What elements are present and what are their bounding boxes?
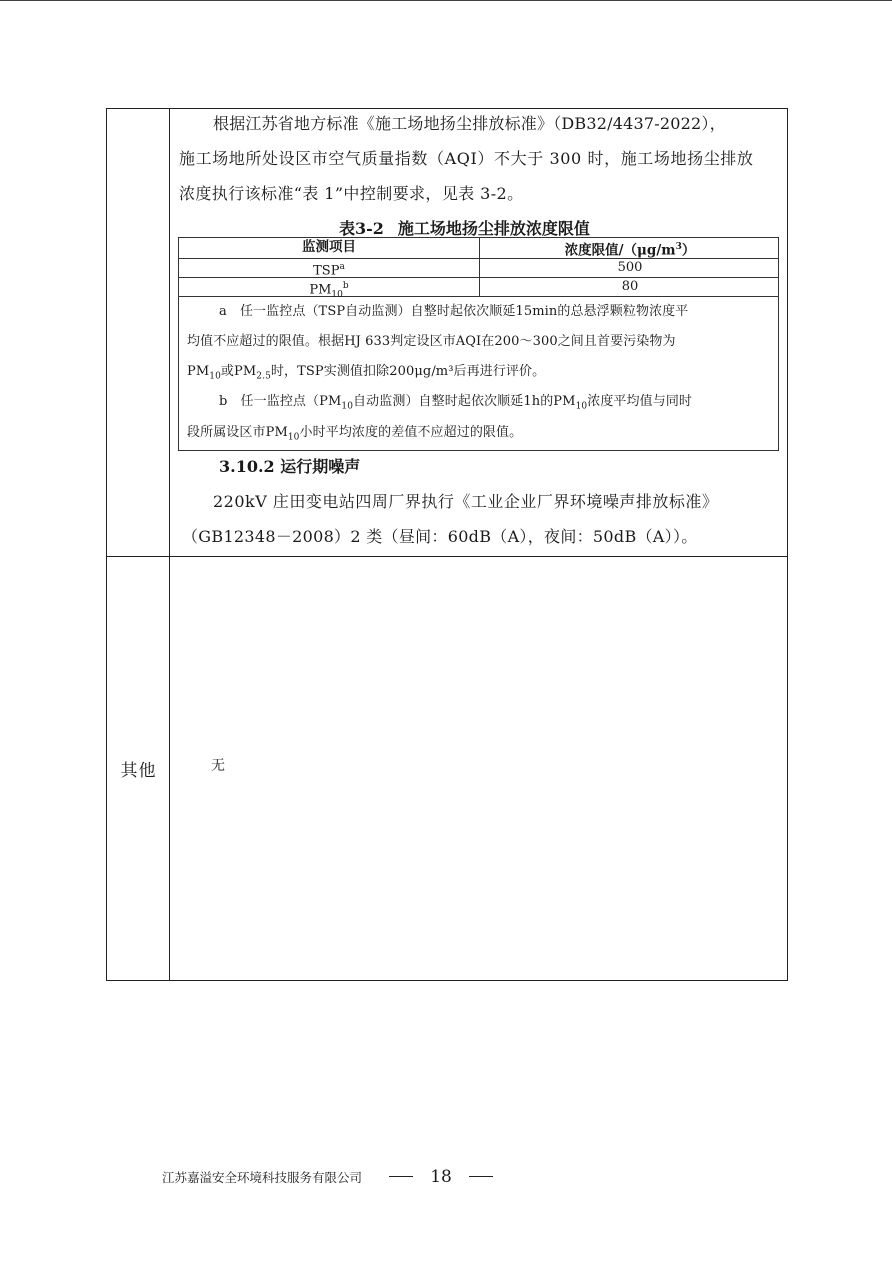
note-b-line1: b 任一监控点（$PM_{10}$自动监测）自整时起依次顺延1h的$PM_{10}$浓度平均值与同时 [219,394,693,412]
footer-dash-left [389,1176,413,1177]
footer-dash-right [469,1176,493,1177]
note-a-line3: $PM_{10}$或$PM_{2.5}$时，TSP实测值扣除200μg/m³后再进行评价。 [187,364,546,382]
header-monitoring-item: 监测项目 [302,239,356,255]
table-caption-title: 施工场地扬尘排放浓度限值 [397,219,590,238]
row-divider [107,556,787,557]
note-a-line1: a 任一监控点（TSP自动监测）自整时起依次顺延15min的总悬浮颗粒物浓度平 [219,304,689,319]
row-tsp-value: 500 [617,260,643,275]
label-column [107,109,170,980]
page-footer [162,1166,505,1187]
section-heading-noise: 3.10.2 运行期噪声 [219,457,361,476]
table-caption-number: 表3-2 [339,219,384,238]
note-a-line2: 均值不应超过的限值。根据HJ 633判定设区市AQI在200～300之间且首要污染物为 [187,334,676,349]
paragraph-table-ref: 浓度执行该标准“表 1”中控制要求，见表 3-2。 [179,184,524,203]
other-row-content: 无 [211,758,225,774]
paragraph-noise-limits: （GB12348－2008）2 类（昼间：60dB（A），夜间：50dB（A））。 [182,527,698,546]
header-concentration-limit: 浓度限值$/(\mu g/m^3)$ [564,242,696,259]
row-tsp-item: TSP$^a$ [313,262,345,279]
row-pm10-value: 80 [621,279,639,294]
paragraph-aqi-condition: 施工场地所处设区市空气质量指数（AQI）不大于 300 时，施工场地扬尘排放 [179,149,754,168]
page-number: 18 [430,1166,452,1187]
note-b-line2: 段所属设区市$PM_{10}$小时平均浓度的差值不应超过的限值。 [187,425,523,443]
row-pm10-item: $PM_{10}^b$ [309,281,349,300]
dust-limit-table [178,237,779,451]
footer-company: 江苏嘉溢安全环境科技服务有限公司 [162,1169,363,1185]
paragraph-noise-standard: 220kV 庄田变电站四周厂界执行《工业企业厂界环境噪声排放标准》 [213,492,719,511]
paragraph-standard-intro: 根据江苏省地方标准《施工场地扬尘排放标准》（DB32/4437-2022）， [213,114,726,133]
table-caption [339,216,590,239]
top-border-line [0,0,892,1]
other-row-label: 其他 [120,761,157,781]
